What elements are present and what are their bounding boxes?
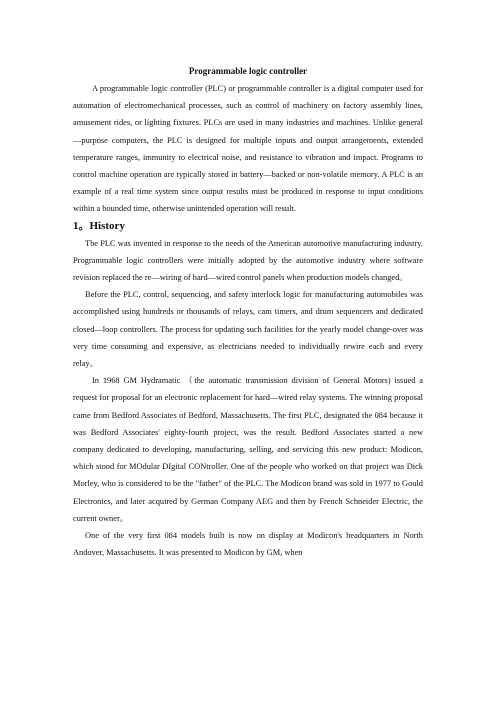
history-paragraph-1: The PLC was invented in response to the needs of the American automotive manufacturing industry. Programmable logic controllers were initially adopted by the automotive industry where software revision replaced the re—wiring of hard—wired control panels when production models changed。 bbox=[73, 238, 423, 283]
history-paragraph-3: In 1968 GM Hydramatic （the automatic transmission division of General Motors) issued a request for proposal for an electronic replacement for hard—wired relay systems. The winning proposal came from Bedford Associates of Bedford, Massachusetts. The first PLC, designated the 084 because it was Bedford Associates' eighty-fourth project, was the result. Bedford Associates started a new company dedicated to developing, manufacturing, selling, and servicing this new product: Modicon, which stood for MOdular DIgital CONtroller. One of the people who worked on that project was Dick Morley, who is considered to be the "father" of the PLC. The Modicon brand was sold in 1977 to Gould Electronics, and later acquired by German Company AEG and then by French Schneider Electric, the current owner。 bbox=[73, 376, 423, 523]
document-page bbox=[73, 64, 423, 561]
document-title: Programmable logic controller bbox=[188, 66, 308, 76]
history-paragraph-2: Before the PLC, control, sequencing, and safety interlock logic for manufacturing automobiles was accomplished using hundreds or thousands of relays, cam timers, and drum sequencers and dedicated closed—loop controllers. The process for updating such facilities for the yearly model change-over was very time consuming and expensive, as electricians needed to individually rewire each and every relay。 bbox=[73, 290, 423, 369]
history-paragraph-4: One of the very first 084 models built is now on display at Modicon's headquarters in North Andover, Massachusetts. It was presented to Modicon by GM, when bbox=[73, 531, 423, 558]
section-heading-history: 1。History bbox=[73, 219, 125, 232]
intro-paragraph: A programmable logic controller (PLC) or programmable controller is a digital computer used for automation of electromechanical processes, such as control of machinery on factory assembly lines, amusement rides, or lighting fixtures. PLCs are used in many industries and machines. Unlike general—purpose computers, the PLC is designed for multiple inputs and output arrangements, extended temperature ranges, immunity to electrical noise, and resistance to vibration and impact. Programs to control machine operation are typically stored in battery—backed or non-volatile memory. A PLC is an example of a real time system since output results must be produced in response to input conditions within a bounded time, otherwise unintended operation will result. bbox=[73, 84, 423, 214]
